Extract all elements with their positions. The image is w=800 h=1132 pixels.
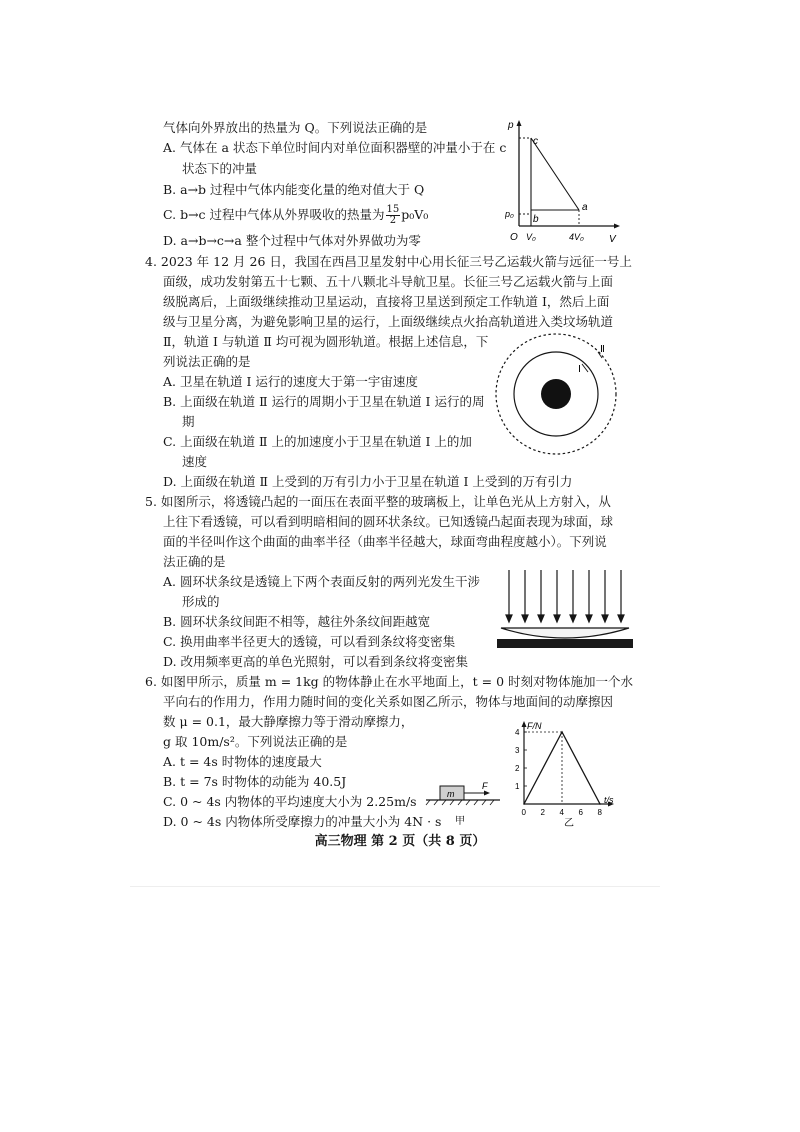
q5-option-c: C. 换用曲率半径更大的透镜，可以看到条纹将变密集 (163, 634, 456, 649)
pv-v0-label: V₀ (526, 232, 536, 242)
q3-option-c-unit: p₀V₀ (401, 207, 429, 222)
pv-x-arrow (614, 224, 620, 229)
q3-option-a-cont: 状态下的冲量 (182, 161, 258, 176)
ft-data-point (599, 803, 601, 805)
pv-p0-label: p₀ (505, 209, 514, 219)
force-arrowhead (484, 791, 490, 796)
pv-point-c: c (533, 136, 538, 147)
ft-y-tick-label: 1 (515, 782, 520, 791)
ft-data-point (523, 803, 525, 805)
pv-line-ca (531, 138, 579, 210)
ft-x-label: t/s (604, 795, 614, 805)
ft-x-tick-label: 8 (597, 808, 602, 817)
ft-y-tick-label: 3 (515, 746, 520, 755)
q4-line-3: 级脱离后，上面级继续推动卫星运动，直接将卫星送到预定工作轨道 Ⅰ，然后上面 (163, 294, 610, 309)
convex-lens (501, 628, 629, 638)
q3-option-c (163, 205, 428, 226)
q4-option-b-cont: 期 (182, 414, 195, 429)
ft-x-ticks (522, 808, 603, 817)
light-rays (506, 570, 624, 622)
ft-x-tick-label: 6 (578, 808, 583, 817)
block-mass-label: m (447, 789, 455, 799)
q4-option-d: D. 上面级在轨道 Ⅱ 上受到的万有引力小于卫星在轨道 Ⅰ 上受到的万有引力 (163, 474, 573, 489)
pv-4v0-label: 4V₀ (569, 232, 584, 242)
fig-yi-ft-graph (510, 718, 620, 830)
ft-x-tick-label: 2 (540, 808, 545, 817)
orbit-outer-label: Ⅱ (600, 344, 605, 355)
q5-line-1: 5. 如图所示，将透镜凸起的一面压在表面平整的玻璃板上，让单色光从上方射入，从 (145, 494, 611, 509)
q6-line-4: g 取 10m/s²。下列说法正确的是 (163, 734, 348, 749)
earth (541, 379, 571, 409)
q3-option-c-text: C. b→c 过程中气体从外界吸收的热量为 (163, 207, 385, 222)
q6-line-2: 平向右的作用力，作用力随时间的变化关系如图乙所示，物体与地面间的动摩擦因 (163, 694, 614, 709)
q4-line-2: 面级，成功发射第五十七颗、五十八颗北斗导航卫星。长征三号乙运载火箭与上面 (163, 274, 614, 289)
pv-point-a: a (582, 202, 588, 213)
q4-line-5: Ⅱ，轨道 Ⅰ 与轨道 Ⅱ 均可视为圆形轨道。根据上述信息，下 (163, 334, 489, 349)
ft-y-tick-label: 2 (515, 764, 520, 773)
fig-jia-caption: 甲 (455, 816, 465, 827)
ft-y-tick-label: 4 (515, 728, 520, 737)
pv-origin: O (510, 232, 518, 243)
q6-line-1: 6. 如图甲所示，质量 m = 1kg 的物体静止在水平地面上，t = 0 时刻对物体施加一个水 (145, 674, 634, 689)
pv-x-label: V (609, 234, 616, 245)
q5-line-2: 上往下看透镜，可以看到明暗相间的圆环状条纹。已知透镜凸起面表现为球面，球 (163, 514, 614, 529)
orbit-diagram (490, 330, 630, 465)
q6-option-b: B. t = 7s 时物体的动能为 40.5J (163, 774, 347, 789)
glass-plate (497, 639, 633, 648)
orbit-inner-label: Ⅰ (578, 364, 581, 375)
pv-y-arrow (517, 120, 522, 126)
q3-option-b: B. a→b 过程中气体内能变化量的绝对值大于 Q (163, 182, 425, 197)
q6-option-d: D. 0 ~ 4s 内物体所受摩擦力的冲量大小为 4N · s (163, 814, 442, 829)
q4-option-a: A. 卫星在轨道 Ⅰ 运行的速度大于第一宇宙速度 (163, 374, 418, 389)
lens-diagram (495, 568, 635, 658)
ft-y-arrow (522, 721, 527, 727)
pv-point-b: b (533, 214, 539, 225)
force-label: F (482, 781, 488, 791)
q3-option-a: A. 气体在 a 状态下单位时间内对单位面积器壁的冲量小于在 c (163, 140, 507, 155)
q6-line-3: 数 μ = 0.1，最大静摩擦力等于滑动摩擦力， (163, 714, 414, 729)
q3-intro: 气体向外界放出的热量为 Q。下列说法正确的是 (163, 120, 428, 135)
q4-line-6: 列说法正确的是 (163, 354, 251, 369)
q4-option-b: B. 上面级在轨道 Ⅱ 运行的周期小于卫星在轨道 Ⅰ 运行的周 (163, 394, 485, 409)
page-bottom-rule (130, 886, 660, 887)
ft-x-tick-label: 4 (559, 808, 564, 817)
q5-option-d: D. 改用频率更高的单色光照射，可以看到条纹将变密集 (163, 654, 469, 669)
q3-option-d: D. a→b→c→a 整个过程中气体对外界做功为零 (163, 233, 421, 248)
ft-y-ticks (515, 728, 527, 791)
fig-yi-caption: 乙 (564, 818, 574, 829)
q5-option-a: A. 圆环状条纹是透镜上下两个表面反射的两列光发生干涉 (163, 574, 480, 589)
fig-jia (422, 778, 504, 828)
q5-option-a-cont: 形成的 (182, 594, 220, 609)
pv-graph (505, 118, 625, 246)
q4-option-c: C. 上面级在轨道 Ⅱ 上的加速度小于卫星在轨道 Ⅰ 上的加 (163, 434, 472, 449)
q4-line-1: 4. 2023 年 12 月 26 日，我国在西昌卫星发射中心用长征三号乙运载火箭与远征一号上 (145, 254, 632, 269)
ft-data-point (561, 731, 563, 733)
q3-option-c-fraction (386, 205, 401, 226)
page-footer: 高三物理 第 2 页（共 8 页） (314, 834, 486, 849)
q6-option-a: A. t = 4s 时物体的速度最大 (163, 754, 322, 769)
ground-hatch (426, 800, 494, 805)
ft-x-tick-label: 0 (521, 808, 526, 817)
q4-option-c-cont: 速度 (182, 454, 208, 469)
pv-y-label: p (508, 120, 514, 131)
frac-numerator: 15 (386, 204, 400, 215)
q6-option-c: C. 0 ~ 4s 内物体的平均速度大小为 2.25m/s (163, 794, 417, 809)
q5-line-4: 法正确的是 (163, 554, 226, 569)
q4-line-4: 级与卫星分离，为避免影响卫星的运行，上面级继续点火抬高轨道进入类坟场轨道 (163, 314, 614, 329)
ft-y-label: F/N (527, 721, 542, 731)
frac-denominator: 2 (389, 215, 397, 226)
q5-option-b: B. 圆环状条纹间距不相等，越往外条纹间距越宽 (163, 614, 431, 629)
q5-line-3: 面的半径叫作这个曲面的曲率半径（曲率半径越大，球面弯曲程度越小）。下列说 (163, 534, 607, 549)
